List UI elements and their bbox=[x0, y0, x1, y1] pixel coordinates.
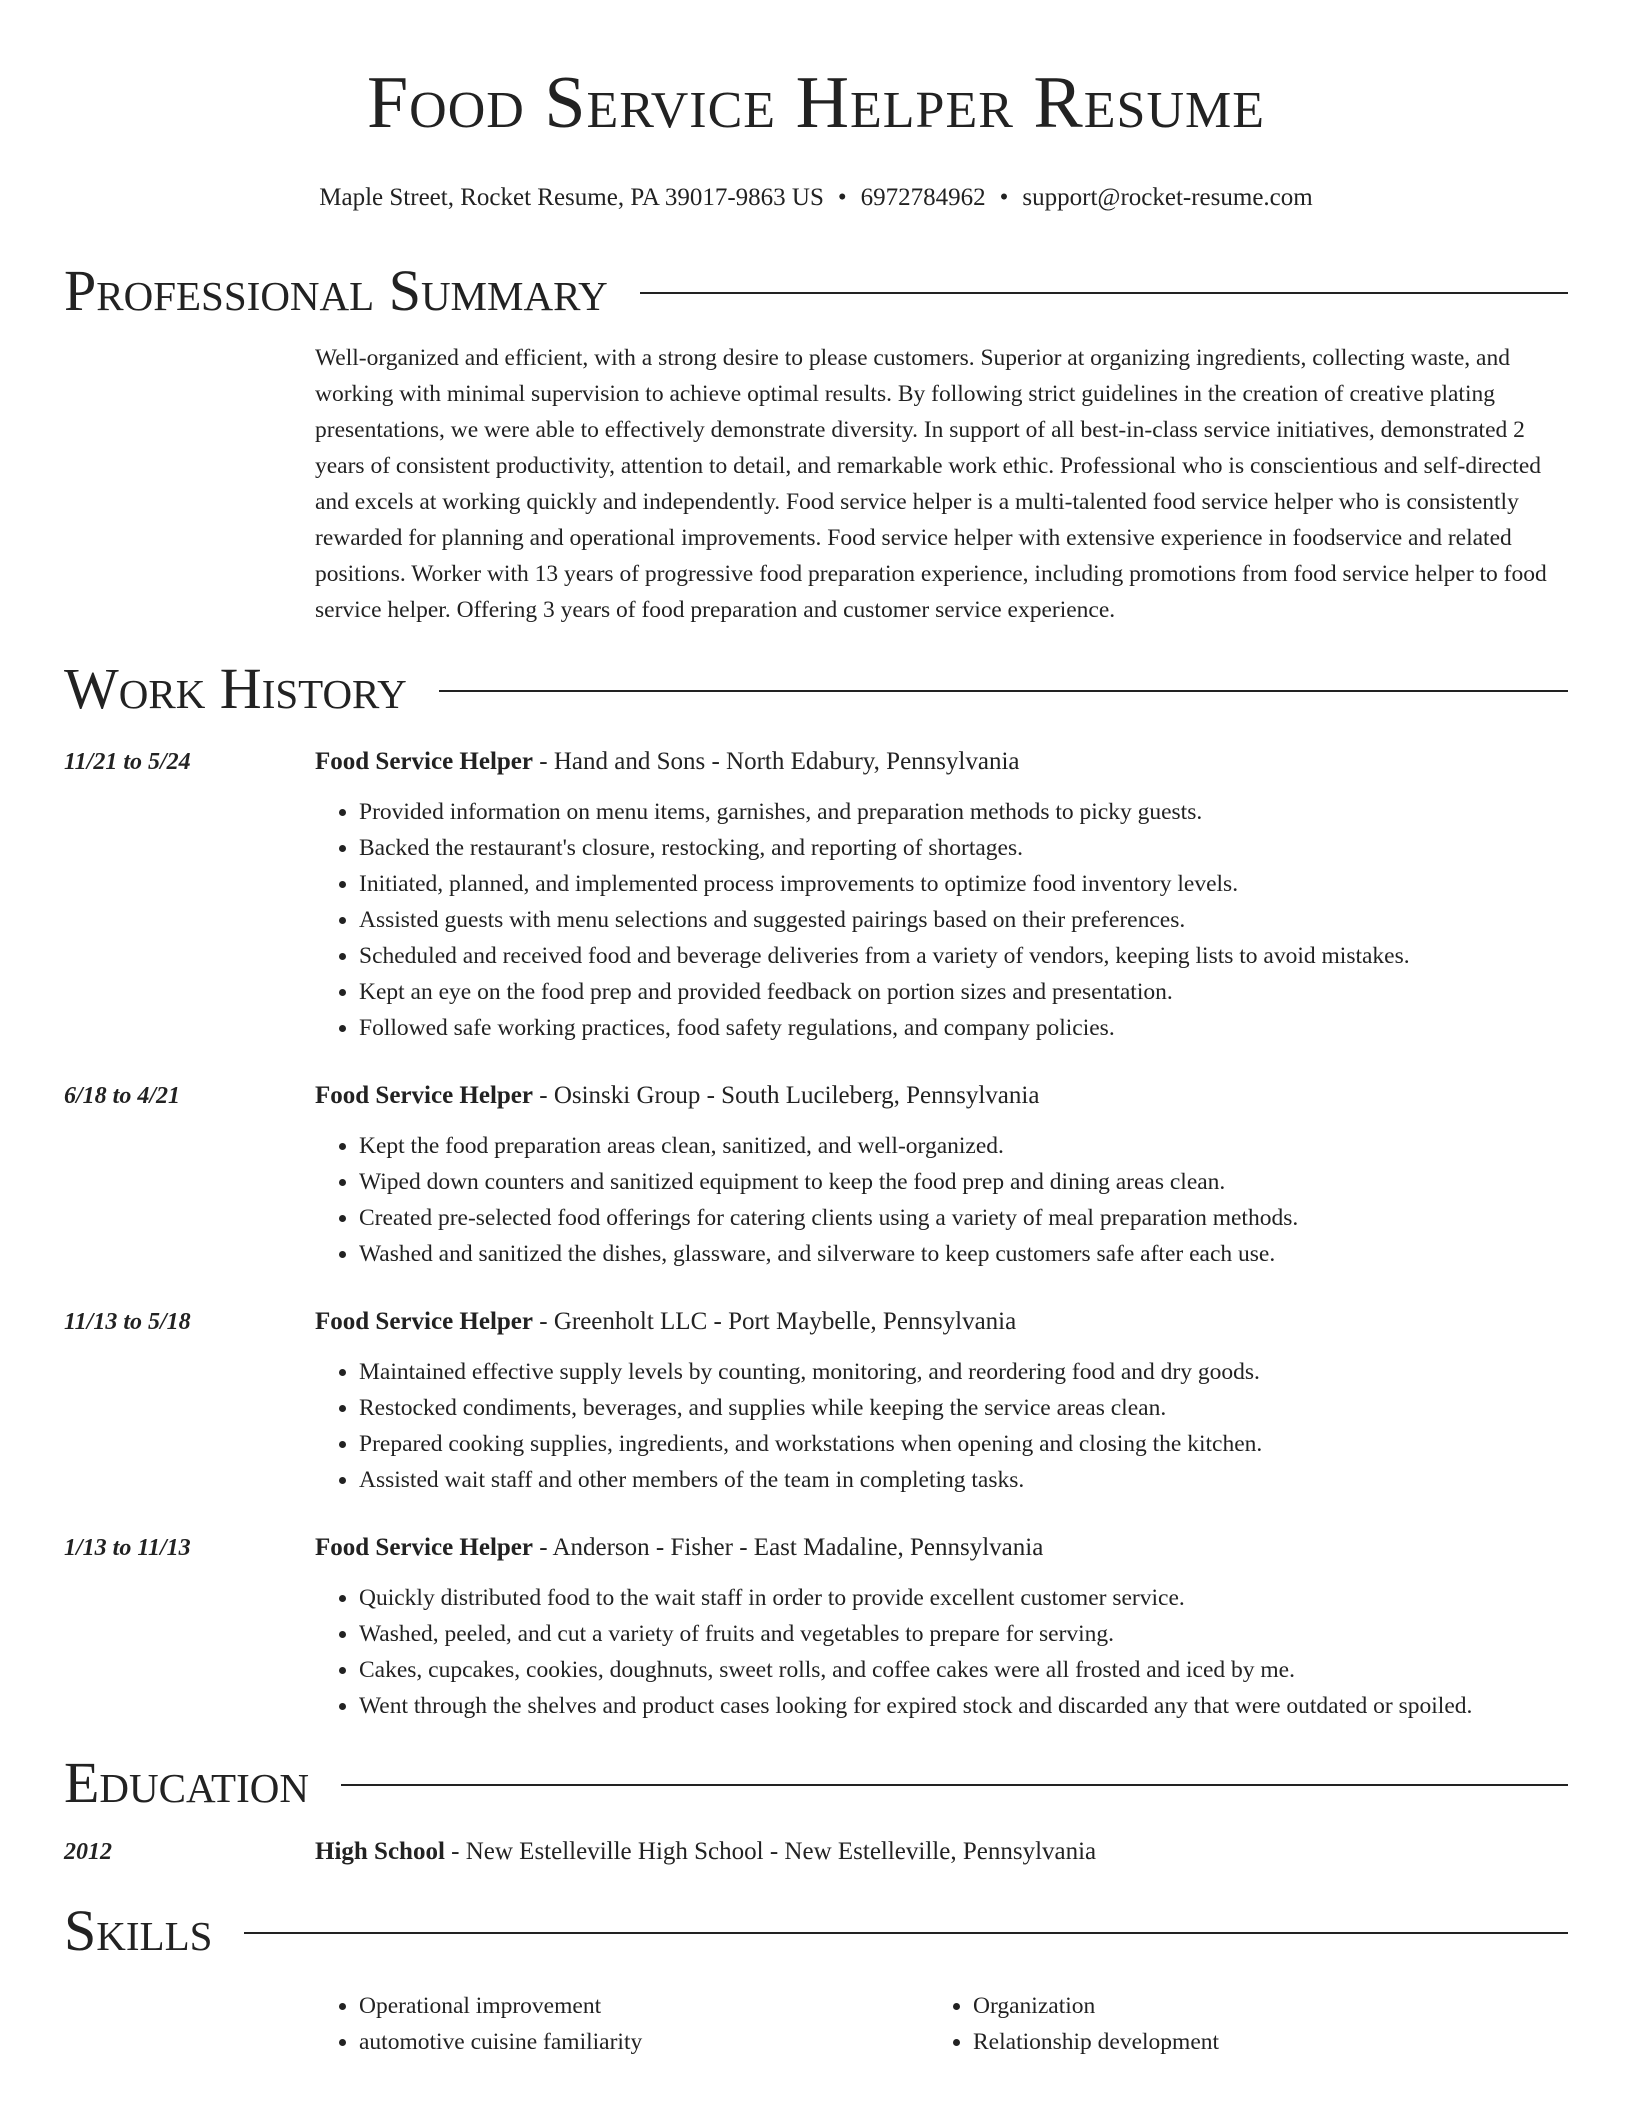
job-bullet: • Maintained effective supply levels by counting, monitoring, and reordering food and dry goods. bbox=[359, 1354, 1568, 1390]
contact-phone: 6972784962 bbox=[860, 184, 986, 211]
job-bullet: • Initiated, planned, and implemented process improvements to optimize food inventory levels. bbox=[359, 866, 1568, 902]
job-bullets bbox=[315, 1354, 1568, 1498]
job-head bbox=[315, 1530, 1568, 1566]
section-divider bbox=[244, 1932, 1568, 1934]
job-entry bbox=[64, 1304, 1568, 1498]
job-body bbox=[315, 1078, 1568, 1272]
skills-column-left bbox=[315, 1988, 929, 2060]
job-employer-location: - Hand and Sons - North Edabury, Pennsylvania bbox=[533, 748, 1020, 775]
education-year: 2012 bbox=[64, 1839, 112, 1865]
section-divider bbox=[439, 690, 1568, 692]
job-entry bbox=[64, 1078, 1568, 1272]
job-bullet: • Backed the restaurant's closure, restocking, and reporting of shortages. bbox=[359, 830, 1568, 866]
skill-item: • Operational improvement bbox=[359, 1988, 929, 2024]
job-bullet: • Scheduled and received food and beverage deliveries from a variety of vendors, keeping lists to avoid mistakes. bbox=[359, 938, 1568, 974]
job-role: Food Service Helper bbox=[315, 1082, 533, 1109]
education-heading: Education bbox=[64, 1750, 309, 1815]
skill-item: • Organization bbox=[973, 1988, 1543, 2024]
job-head bbox=[315, 1078, 1568, 1114]
job-bullet: • Kept the food preparation areas clean, sanitized, and well-organized. bbox=[359, 1128, 1568, 1164]
education-section-header bbox=[64, 1750, 1568, 1816]
job-bullet: • Created pre-selected food offerings for catering clients using a variety of meal preparation methods. bbox=[359, 1200, 1568, 1236]
contact-email: support@rocket-resume.com bbox=[1022, 184, 1313, 211]
summary-heading: Professional Summary bbox=[64, 258, 608, 323]
skills-section-header bbox=[64, 1898, 1568, 1964]
job-bullet: • Cakes, cupcakes, cookies, doughnuts, sweet rolls, and coffee cakes were all frosted and iced by me. bbox=[359, 1652, 1568, 1688]
summary-paragraph: Well-organized and efficient, with a strong desire to please customers. Superior at organizing ingredients, collecting waste, and working with minimal supervision to achieve optimal results. By following strict guidelines in the creation of creative plating presentations, we were able to effectively demonstrate diversity. In support of all best-in-class service initiatives, demonstrated 2 years of consistent productivity, attention to detail, and remarkable work ethic. Professional who is conscientious and self-directed and excels at working quickly and independently. Food service helper is a multi-talented food service helper who is consistently rewarded for planning and operational improvements. Food service helper with extensive experience in foodservice and related positions. Worker with 13 years of progressive food preparation experience, including promotions from food service helper to food service helper. Offering 3 years of food preparation and customer service experience. bbox=[315, 345, 1547, 623]
job-bullet: • Assisted guests with menu selections and suggested pairings based on their preferences. bbox=[359, 902, 1568, 938]
job-entry bbox=[64, 744, 1568, 1046]
job-bullet: • Washed, peeled, and cut a variety of fruits and vegetables to prepare for serving. bbox=[359, 1616, 1568, 1652]
education-entry bbox=[64, 1834, 1568, 1870]
job-dates: 1/13 to 11/13 bbox=[64, 1535, 191, 1561]
job-employer-location: - Osinski Group - South Lucileberg, Pennsylvania bbox=[533, 1082, 1040, 1109]
job-dates: 11/13 to 5/18 bbox=[64, 1309, 191, 1335]
education-head bbox=[315, 1834, 1568, 1870]
job-bullet: • Quickly distributed food to the wait staff in order to provide excellent customer service. bbox=[359, 1580, 1568, 1616]
job-dates: 6/18 to 4/21 bbox=[64, 1083, 181, 1109]
job-bullet: • Went through the shelves and product cases looking for expired stock and discarded any that were outdated or spoiled. bbox=[359, 1688, 1568, 1724]
skill-item: • automotive cuisine familiarity bbox=[359, 2024, 929, 2060]
job-bullet: • Kept an eye on the food prep and provided feedback on portion sizes and presentation. bbox=[359, 974, 1568, 1010]
job-bullets bbox=[315, 794, 1568, 1046]
job-bullet: • Wiped down counters and sanitized equipment to keep the food prep and dining areas clean. bbox=[359, 1164, 1568, 1200]
job-role: Food Service Helper bbox=[315, 748, 533, 775]
summary-section-header bbox=[64, 258, 1568, 324]
job-dates: 11/21 to 5/24 bbox=[64, 749, 191, 775]
job-bullets bbox=[315, 1128, 1568, 1272]
section-divider bbox=[341, 1784, 1568, 1786]
job-bullet: • Washed and sanitized the dishes, glassware, and silverware to keep customers safe after each use. bbox=[359, 1236, 1568, 1272]
job-body bbox=[315, 1530, 1568, 1724]
bullet-separator: • bbox=[999, 184, 1009, 211]
education-body bbox=[315, 1834, 1568, 1870]
contact-line bbox=[64, 182, 1568, 214]
job-employer-location: - Greenholt LLC - Port Maybelle, Pennsylvania bbox=[533, 1308, 1017, 1335]
job-entry bbox=[64, 1530, 1568, 1724]
job-body bbox=[315, 1304, 1568, 1498]
job-bullet: • Assisted wait staff and other members of the team in completing tasks. bbox=[359, 1462, 1568, 1498]
bullet-separator: • bbox=[837, 184, 847, 211]
job-employer-location: - Anderson - Fisher - East Madaline, Pennsylvania bbox=[533, 1534, 1044, 1561]
job-body bbox=[315, 744, 1568, 1046]
job-bullet: • Followed safe working practices, food safety regulations, and company policies. bbox=[359, 1010, 1568, 1046]
education-details: - New Estelleville High School - New Estelleville, Pennsylvania bbox=[444, 1838, 1097, 1865]
skills-grid bbox=[315, 1988, 1568, 2060]
job-role: Food Service Helper bbox=[315, 1534, 533, 1561]
section-divider bbox=[640, 292, 1568, 294]
contact-address: Maple Street, Rocket Resume, PA 39017-9863 US bbox=[319, 184, 824, 211]
job-head bbox=[315, 1304, 1568, 1340]
resume-title: Food Service Helper Resume bbox=[367, 62, 1265, 144]
job-bullets bbox=[315, 1580, 1568, 1724]
job-bullet: • Provided information on menu items, garnishes, and preparation methods to picky guests. bbox=[359, 794, 1568, 830]
skills-column-right bbox=[929, 1988, 1543, 2060]
skills-heading: Skills bbox=[64, 1898, 213, 1963]
work-history-list bbox=[64, 744, 1568, 1724]
job-bullet: • Prepared cooking supplies, ingredients, and workstations when opening and closing the kitchen. bbox=[359, 1426, 1568, 1462]
job-head bbox=[315, 744, 1568, 780]
skill-item: • Relationship development bbox=[973, 2024, 1543, 2060]
education-degree: High School bbox=[315, 1838, 445, 1865]
job-role: Food Service Helper bbox=[315, 1308, 533, 1335]
work-section-header bbox=[64, 656, 1568, 722]
work-heading: Work History bbox=[64, 656, 407, 721]
job-bullet: • Restocked condiments, beverages, and supplies while keeping the service areas clean. bbox=[359, 1390, 1568, 1426]
